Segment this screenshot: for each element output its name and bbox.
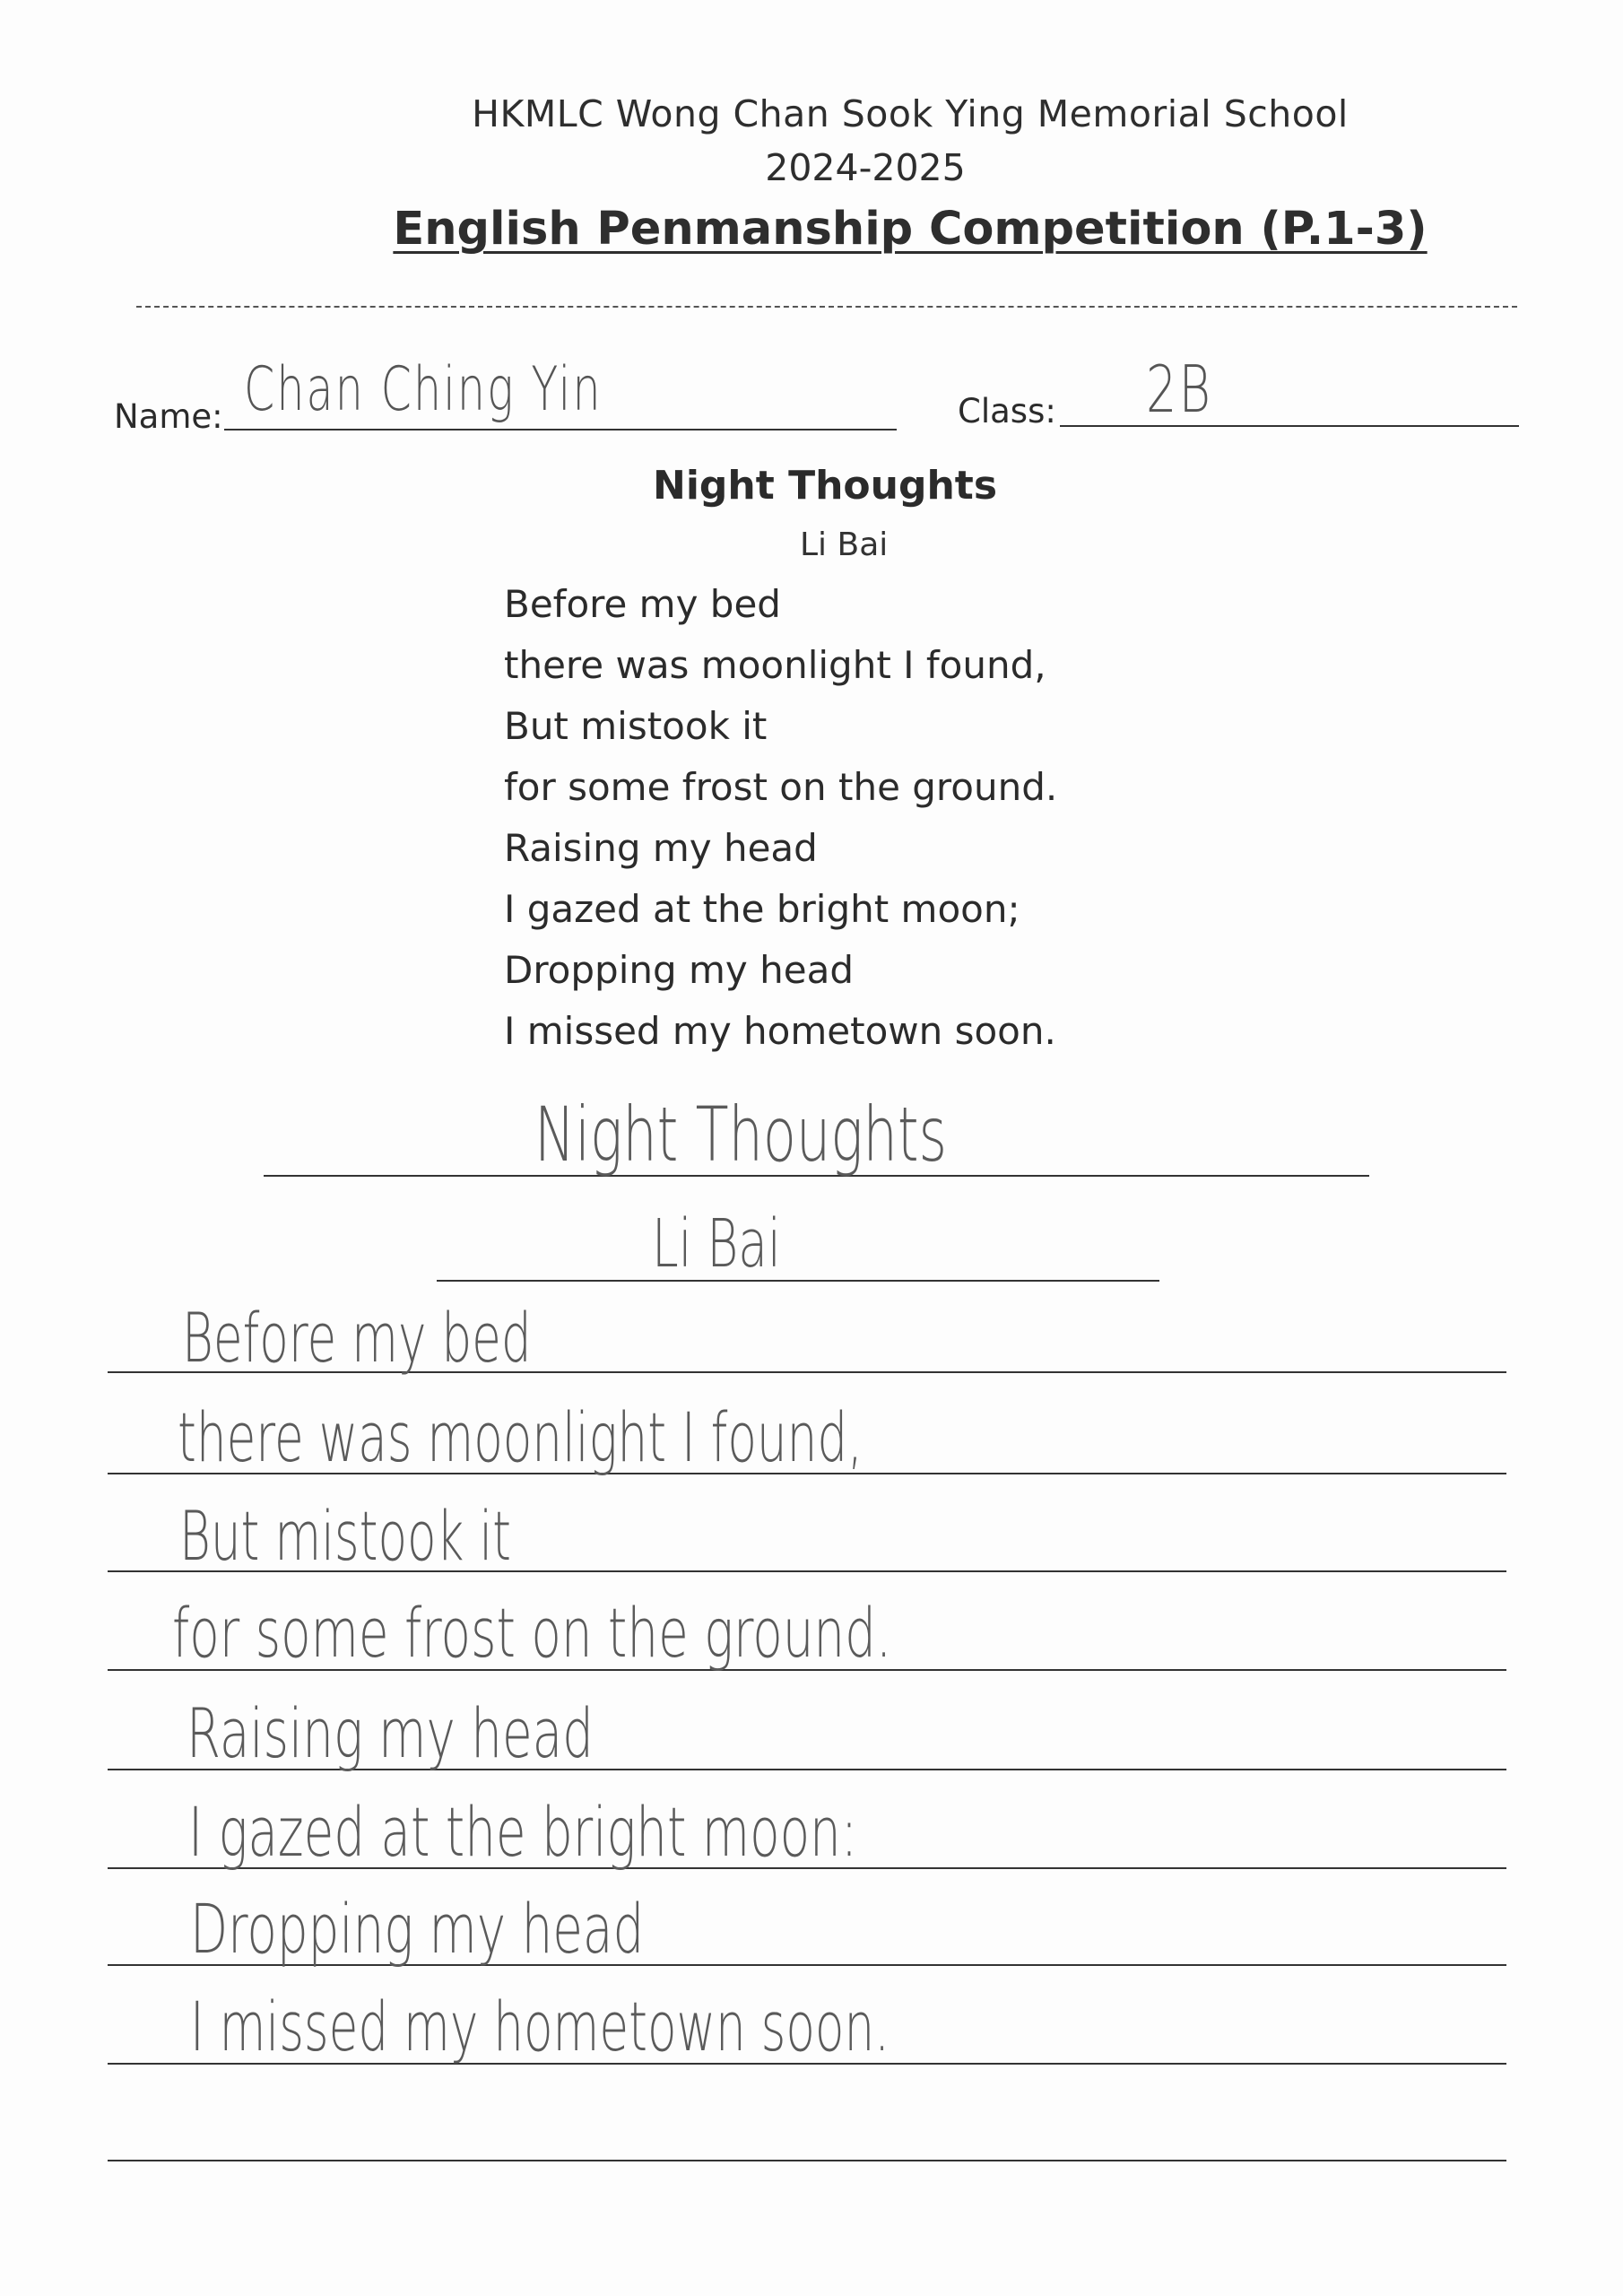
handwritten-line: Before my bed	[182, 1298, 532, 1378]
dashed-divider	[136, 306, 1517, 308]
handwritten-line: Dropping my head	[190, 1889, 645, 1969]
handwritten-author: Li Bai	[652, 1205, 781, 1283]
writing-line-author	[437, 1280, 1159, 1282]
poem-line: Before my bed	[504, 582, 781, 626]
poem-line: for some frost on the ground.	[504, 765, 1058, 809]
handwritten-line: there was moonlight I found,	[178, 1397, 864, 1477]
handwritten-line: But mistook it	[179, 1496, 511, 1576]
poem-line: But mistook it	[504, 704, 768, 748]
poem-line: I missed my hometown soon.	[504, 1009, 1056, 1053]
competition-title: English Penmanship Competition (P.1-3)	[393, 203, 1428, 256]
class-underline	[1060, 425, 1519, 427]
handwritten-line: for some frost on the ground.	[172, 1593, 892, 1673]
name-label: Name:	[114, 397, 223, 436]
name-handwritten: Chan Ching Yin	[244, 354, 603, 425]
poem-line: there was moonlight I found,	[504, 643, 1046, 687]
class-handwritten: 2B	[1146, 352, 1213, 427]
handwritten-title: Night Thoughts	[534, 1091, 948, 1178]
school-year: 2024-2025	[765, 146, 966, 189]
poem-text	[504, 574, 1057, 1062]
poem-line: Dropping my head	[504, 948, 854, 992]
school-name: HKMLC Wong Chan Sook Ying Memorial School	[472, 92, 1349, 135]
poem-author: Li Bai	[800, 526, 889, 563]
poem-line: I gazed at the bright moon;	[504, 887, 1020, 931]
writing-line-blank	[108, 2160, 1506, 2161]
poem-line: Raising my head	[504, 826, 818, 870]
class-label: Class:	[958, 392, 1056, 430]
handwritten-line: I gazed at the bright moon:	[188, 1792, 858, 1872]
handwritten-line: I missed my hometown soon.	[190, 1987, 890, 2066]
poem-title: Night Thoughts	[653, 463, 998, 509]
name-underline	[224, 429, 897, 430]
handwritten-line: Raising my head	[187, 1693, 594, 1773]
